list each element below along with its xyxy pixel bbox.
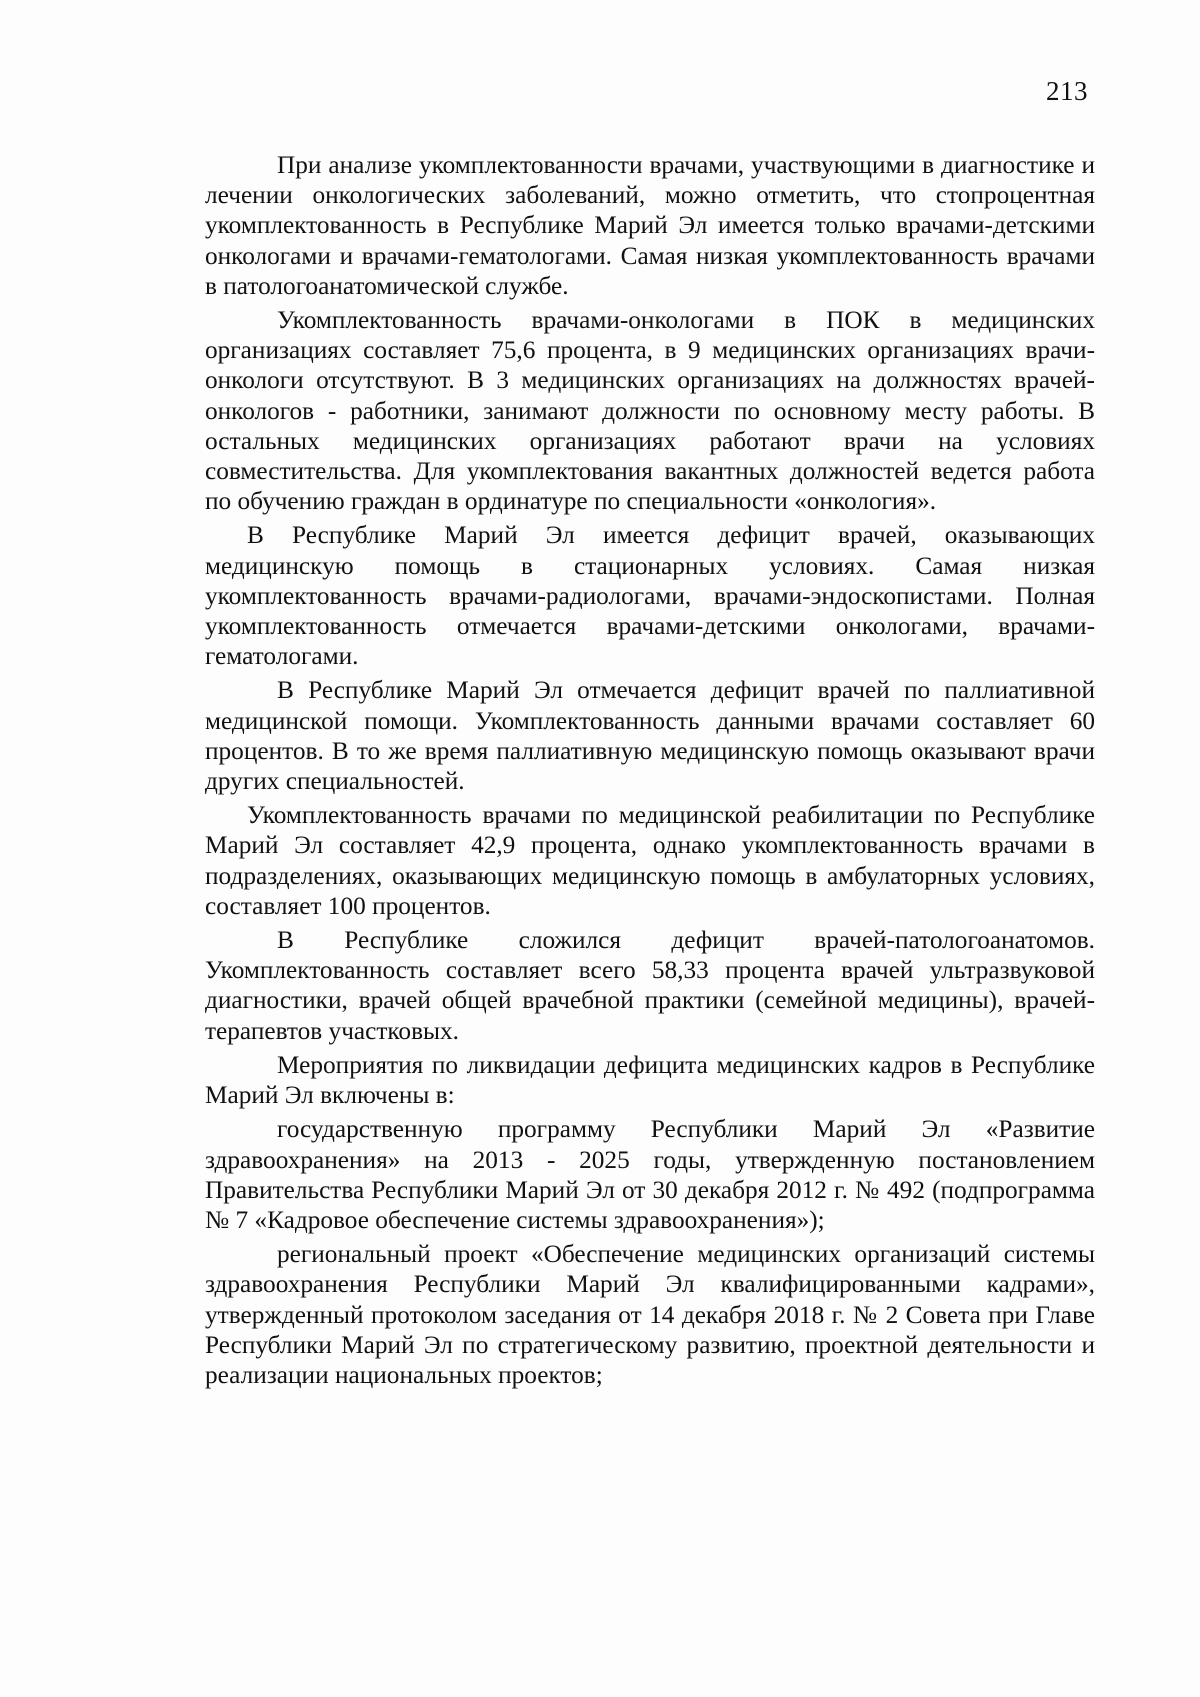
paragraph-palliative-care: В Республике Марий Эл отмечается дефицит врачей по паллиативной медицинской помощи. Укомплектованность данными врачами составляет 60 процентов. В то же время паллиативную медицинскую помощь оказывают врачи других специальностей. [205, 676, 1095, 796]
paragraph-state-program: государственную программу Республики Марий Эл «Развитие здравоохранения» на 2013 - 2025 годы, утвержденную постановлением Правительства Республики Марий Эл от 30 декабря 2012 г. № 492 (подпрограмма № 7 «Кадровое обеспечение системы здравоохранения»); [205, 1115, 1095, 1234]
paragraph-oncologists-staffing: Укомплектованность врачами-онкологами в ПОК в медицинских организациях составляет 75,6 процента, в 9 медицинских организациях врачи-онкологи отсутствуют. В 3 медицинских организациях на должностях врачей-онкологов - работники, занимают должности по основному месту работы. В остальных медицинских организациях работают врачи на условиях совместительства. Для укомплектования вакантных должностей ведется работа по обучению граждан в ординатуре по специальности «онкология». [205, 306, 1095, 516]
document-body [205, 150, 1095, 1390]
paragraph-pathologists-deficit: В Республике сложился дефицит врачей-патологоанатомов. Укомплектованность составляет всего 58,33 процента врачей ультразвуковой диагностики, врачей общей врачебной практики (семейной медицины), врачей-терапевтов участковых. [205, 926, 1095, 1045]
paragraph-regional-project: региональный проект «Обеспечение медицинских организаций системы здравоохранения Республики Марий Эл квалифицированными кадрами», утвержденный протоколом заседания от 14 декабря 2018 г. № 2 Совета при Главе Республики Марий Эл по стратегическому развитию, проектной деятельности и реализации национальных проектов; [205, 1240, 1095, 1389]
paragraph-inpatient-deficit: В Республике Марий Эл имеется дефицит врачей, оказывающих медицинскую помощь в стационарных условиях. Самая низкая укомплектованность врачами-радиологами, врачами-эндоскопистами. Полная укомплектованность отмечается врачами-детскими онкологами, врачами-гематологами. [205, 521, 1095, 671]
paragraph-rehabilitation: Укомплектованность врачами по медицинской реабилитации по Республике Марий Эл составляет 42,9 процента, однако укомплектованность врачами в подразделениях, оказывающих медицинскую помощь в амбулаторных условиях, составляет 100 процентов. [205, 801, 1095, 920]
paragraph-staffing-analysis: При анализе укомплектованности врачами, участвующими в диагностике и лечении онкологических заболеваний, можно отметить, что стопроцентная укомплектованность в Республике Марий Эл имеется только врачами-детскими онкологами и врачами-гематологами. Самая низкая укомплектованность врачами в патологоанатомической службе. [205, 151, 1095, 300]
paragraph-measures-intro: Мероприятия по ликвидации дефицита медицинских кадров в Республике Марий Эл включены в: [205, 1050, 1095, 1110]
page-number: 213 [1046, 76, 1088, 106]
